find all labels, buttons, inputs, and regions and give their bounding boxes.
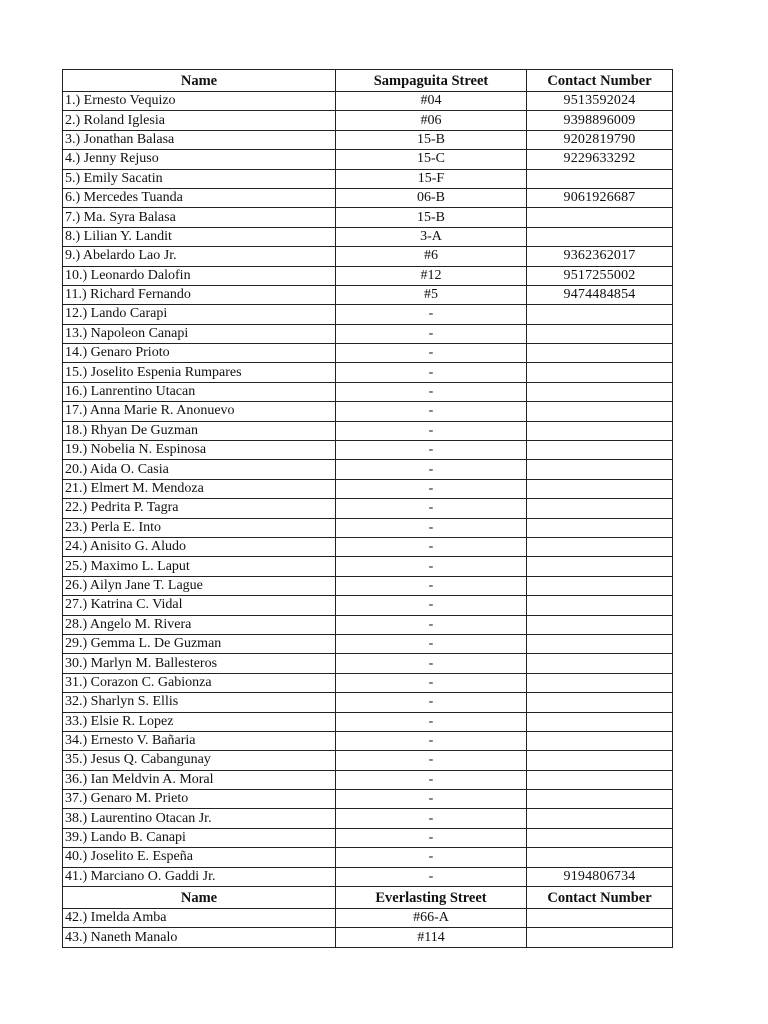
house-number: - — [336, 596, 527, 615]
table-row — [63, 227, 673, 246]
resident-name: 31.) Corazon C. Gabionza — [63, 673, 336, 692]
contact-number — [527, 731, 673, 750]
resident-name: 29.) Gemma L. De Guzman — [63, 634, 336, 653]
contact-number — [527, 421, 673, 440]
table-row — [63, 848, 673, 867]
house-number: - — [336, 867, 527, 886]
contact-number — [527, 848, 673, 867]
house-number: 15-C — [336, 150, 527, 169]
contact-number — [527, 557, 673, 576]
table-row — [63, 499, 673, 518]
table-row — [63, 790, 673, 809]
resident-directory — [62, 69, 673, 948]
resident-name: 43.) Naneth Manalo — [63, 928, 336, 947]
resident-name: 6.) Mercedes Tuanda — [63, 188, 336, 207]
contact-number — [527, 460, 673, 479]
table-row — [63, 421, 673, 440]
house-number: - — [336, 654, 527, 673]
contact-number: 9513592024 — [527, 92, 673, 111]
table-row — [63, 693, 673, 712]
table-row — [63, 596, 673, 615]
resident-name: 21.) Elmert M. Mendoza — [63, 479, 336, 498]
contact-number — [527, 518, 673, 537]
house-number: - — [336, 848, 527, 867]
contact-column-header: Contact Number — [527, 887, 673, 909]
house-number: 06-B — [336, 188, 527, 207]
table-row — [63, 266, 673, 285]
contact-number — [527, 441, 673, 460]
house-number: - — [336, 770, 527, 789]
street-column-header: Sampaguita Street — [336, 70, 527, 92]
table-row — [63, 92, 673, 111]
contact-number: 9474484854 — [527, 285, 673, 304]
resident-name: 28.) Angelo M. Rivera — [63, 615, 336, 634]
contact-number: 9202819790 — [527, 130, 673, 149]
table-row — [63, 576, 673, 595]
resident-name: 5.) Emily Sacatin — [63, 169, 336, 188]
house-number: - — [336, 518, 527, 537]
house-number: #06 — [336, 111, 527, 130]
resident-name: 10.) Leonardo Dalofin — [63, 266, 336, 285]
contact-column-header: Contact Number — [527, 70, 673, 92]
house-number: - — [336, 460, 527, 479]
table-row — [63, 382, 673, 401]
table-row — [63, 441, 673, 460]
house-number: - — [336, 712, 527, 731]
contact-number — [527, 673, 673, 692]
house-number: #114 — [336, 928, 527, 947]
table-row — [63, 809, 673, 828]
contact-number — [527, 751, 673, 770]
resident-name: 23.) Perla E. Into — [63, 518, 336, 537]
resident-name: 35.) Jesus Q. Cabangunay — [63, 751, 336, 770]
contact-number — [527, 654, 673, 673]
house-number: - — [336, 693, 527, 712]
resident-name: 32.) Sharlyn S. Ellis — [63, 693, 336, 712]
table-row — [63, 305, 673, 324]
table-row — [63, 615, 673, 634]
contact-number — [527, 363, 673, 382]
house-number: #04 — [336, 92, 527, 111]
resident-name: 30.) Marlyn M. Ballesteros — [63, 654, 336, 673]
table-row — [63, 111, 673, 130]
resident-name: 41.) Marciano O. Gaddi Jr. — [63, 867, 336, 886]
contact-number — [527, 208, 673, 227]
resident-name: 37.) Genaro M. Prieto — [63, 790, 336, 809]
resident-name: 1.) Ernesto Vequizo — [63, 92, 336, 111]
house-number: - — [336, 576, 527, 595]
house-number: - — [336, 402, 527, 421]
contact-number: 9517255002 — [527, 266, 673, 285]
contact-number — [527, 402, 673, 421]
resident-name: 16.) Lanrentino Utacan — [63, 382, 336, 401]
resident-name: 36.) Ian Meldvin A. Moral — [63, 770, 336, 789]
house-number: - — [336, 731, 527, 750]
table-row — [63, 712, 673, 731]
house-number: #12 — [336, 266, 527, 285]
house-number: - — [336, 305, 527, 324]
name-column-header: Name — [63, 887, 336, 909]
contact-number — [527, 576, 673, 595]
house-number: - — [336, 809, 527, 828]
table-row — [63, 402, 673, 421]
house-number: - — [336, 828, 527, 847]
table-row — [63, 460, 673, 479]
house-number: - — [336, 499, 527, 518]
table-row — [63, 673, 673, 692]
contact-number — [527, 382, 673, 401]
resident-name: 20.) Aida O. Casia — [63, 460, 336, 479]
resident-name: 12.) Lando Carapi — [63, 305, 336, 324]
resident-name: 19.) Nobelia N. Espinosa — [63, 441, 336, 460]
resident-name: 3.) Jonathan Balasa — [63, 130, 336, 149]
table-row — [63, 909, 673, 928]
resident-name: 8.) Lilian Y. Landit — [63, 227, 336, 246]
table-row — [63, 770, 673, 789]
table-row — [63, 247, 673, 266]
contact-number — [527, 227, 673, 246]
resident-name: 33.) Elsie R. Lopez — [63, 712, 336, 731]
house-number: - — [336, 479, 527, 498]
table-row — [63, 363, 673, 382]
contact-number — [527, 499, 673, 518]
table-row — [63, 169, 673, 188]
house-number: 3-A — [336, 227, 527, 246]
header-row — [63, 887, 673, 909]
contact-number — [527, 634, 673, 653]
resident-name: 7.) Ma. Syra Balasa — [63, 208, 336, 227]
resident-table — [62, 69, 673, 948]
resident-name: 2.) Roland Iglesia — [63, 111, 336, 130]
house-number: - — [336, 751, 527, 770]
house-number: - — [336, 537, 527, 556]
house-number: - — [336, 421, 527, 440]
resident-name: 24.) Anisito G. Aludo — [63, 537, 336, 556]
house-number: #66-A — [336, 909, 527, 928]
resident-name: 4.) Jenny Rejuso — [63, 150, 336, 169]
house-number: - — [336, 615, 527, 634]
house-number: - — [336, 790, 527, 809]
house-number: #6 — [336, 247, 527, 266]
resident-name: 25.) Maximo L. Laput — [63, 557, 336, 576]
contact-number: 9398896009 — [527, 111, 673, 130]
resident-name: 13.) Napoleon Canapi — [63, 324, 336, 343]
table-row — [63, 130, 673, 149]
contact-number: 9194806734 — [527, 867, 673, 886]
table-row — [63, 537, 673, 556]
contact-number — [527, 596, 673, 615]
table-row — [63, 751, 673, 770]
resident-name: 11.) Richard Fernando — [63, 285, 336, 304]
table-row — [63, 867, 673, 886]
contact-number — [527, 305, 673, 324]
table-row — [63, 518, 673, 537]
contact-number — [527, 615, 673, 634]
house-number: - — [336, 363, 527, 382]
resident-name: 40.) Joselito E. Espeña — [63, 848, 336, 867]
table-row — [63, 324, 673, 343]
house-number: - — [336, 344, 527, 363]
contact-number — [527, 809, 673, 828]
table-row — [63, 557, 673, 576]
resident-name: 9.) Abelardo Lao Jr. — [63, 247, 336, 266]
resident-name: 38.) Laurentino Otacan Jr. — [63, 809, 336, 828]
contact-number — [527, 909, 673, 928]
resident-name: 26.) Ailyn Jane T. Lague — [63, 576, 336, 595]
table-row — [63, 828, 673, 847]
resident-name: 34.) Ernesto V. Bañaria — [63, 731, 336, 750]
contact-number — [527, 324, 673, 343]
contact-number — [527, 828, 673, 847]
table-row — [63, 731, 673, 750]
name-column-header: Name — [63, 70, 336, 92]
resident-name: 27.) Katrina C. Vidal — [63, 596, 336, 615]
contact-number — [527, 537, 673, 556]
resident-name: 42.) Imelda Amba — [63, 909, 336, 928]
table-row — [63, 285, 673, 304]
contact-number — [527, 770, 673, 789]
contact-number: 9229633292 — [527, 150, 673, 169]
house-number: - — [336, 673, 527, 692]
table-row — [63, 928, 673, 947]
table-row — [63, 188, 673, 207]
house-number: #5 — [336, 285, 527, 304]
table-row — [63, 150, 673, 169]
resident-name: 22.) Pedrita P. Tagra — [63, 499, 336, 518]
table-row — [63, 654, 673, 673]
house-number: - — [336, 382, 527, 401]
contact-number — [527, 712, 673, 731]
resident-name: 15.) Joselito Espenia Rumpares — [63, 363, 336, 382]
resident-name: 18.) Rhyan De Guzman — [63, 421, 336, 440]
resident-table-body — [63, 70, 673, 948]
contact-number: 9362362017 — [527, 247, 673, 266]
house-number: 15-B — [336, 208, 527, 227]
contact-number — [527, 169, 673, 188]
header-row — [63, 70, 673, 92]
street-column-header: Everlasting Street — [336, 887, 527, 909]
contact-number — [527, 928, 673, 947]
table-row — [63, 634, 673, 653]
contact-number — [527, 344, 673, 363]
table-row — [63, 208, 673, 227]
table-row — [63, 344, 673, 363]
contact-number — [527, 790, 673, 809]
house-number: - — [336, 634, 527, 653]
table-row — [63, 479, 673, 498]
resident-name: 17.) Anna Marie R. Anonuevo — [63, 402, 336, 421]
house-number: 15-B — [336, 130, 527, 149]
house-number: - — [336, 557, 527, 576]
contact-number — [527, 479, 673, 498]
house-number: 15-F — [336, 169, 527, 188]
contact-number — [527, 693, 673, 712]
contact-number: 9061926687 — [527, 188, 673, 207]
house-number: - — [336, 324, 527, 343]
resident-name: 14.) Genaro Prioto — [63, 344, 336, 363]
resident-name: 39.) Lando B. Canapi — [63, 828, 336, 847]
house-number: - — [336, 441, 527, 460]
